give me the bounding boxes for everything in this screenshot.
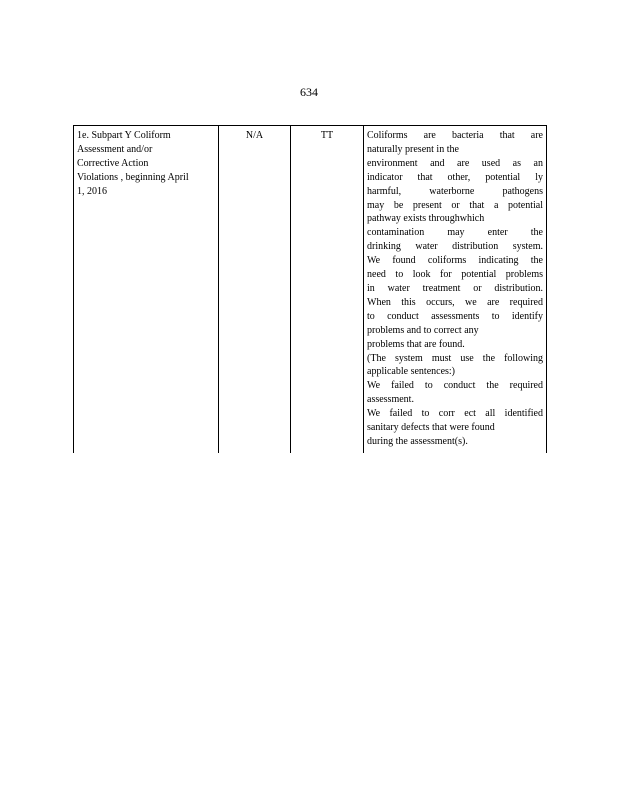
description-line: contamination may enter the	[367, 227, 543, 239]
description-line: harmful, waterborne pathogens	[367, 185, 543, 197]
violation-line: 1, 2016	[77, 185, 107, 197]
description-line: in water treatment or distribution.	[367, 282, 543, 294]
description-line: problems that are found.	[367, 338, 465, 350]
description-line: naturally present in the	[367, 143, 459, 155]
description-line: (The system must use the following	[367, 352, 543, 364]
mcl-cell: N/A	[219, 126, 291, 454]
description-line: We found coliforms indicating the	[367, 255, 543, 267]
description-line: sanitary defects that were found	[367, 422, 495, 434]
description-line: Coliforms are bacteria that are	[367, 130, 543, 141]
description-line: pathway exists throughwhich	[367, 213, 485, 225]
description-line: may be present or that a potential	[367, 199, 543, 211]
description-line: during the assessment(s).	[367, 435, 468, 447]
violation-line: Violations , beginning April	[77, 171, 189, 183]
violation-line: Assessment and/or	[77, 143, 153, 155]
page-number: 634	[300, 85, 318, 99]
description-line: need to look for potential problems	[367, 269, 543, 281]
description-line: problems and to correct any	[367, 324, 479, 336]
description-line: drinking water distribution system.	[367, 241, 543, 253]
description-line: When this occurs, we are required	[367, 296, 543, 308]
description-line: We failed to corr ect all identified	[367, 408, 543, 420]
description-line: applicable sentences:)	[367, 366, 456, 378]
description-line: We failed to conduct the required	[367, 380, 543, 392]
description-line: assessment.	[367, 394, 414, 406]
description-cell	[364, 126, 547, 454]
violation-cell	[74, 126, 219, 454]
violation-line: Corrective Action	[77, 157, 149, 169]
description-line: indicator that other, potential ly	[367, 171, 543, 183]
description-line: to conduct assessments to identify	[367, 310, 543, 322]
violation-table	[73, 125, 547, 453]
violation-line: 1e. Subpart Y Coliform	[77, 130, 171, 141]
table-row	[74, 126, 547, 454]
description-line: environment and are used as an	[367, 157, 543, 169]
mclg-cell: TT	[291, 126, 364, 454]
